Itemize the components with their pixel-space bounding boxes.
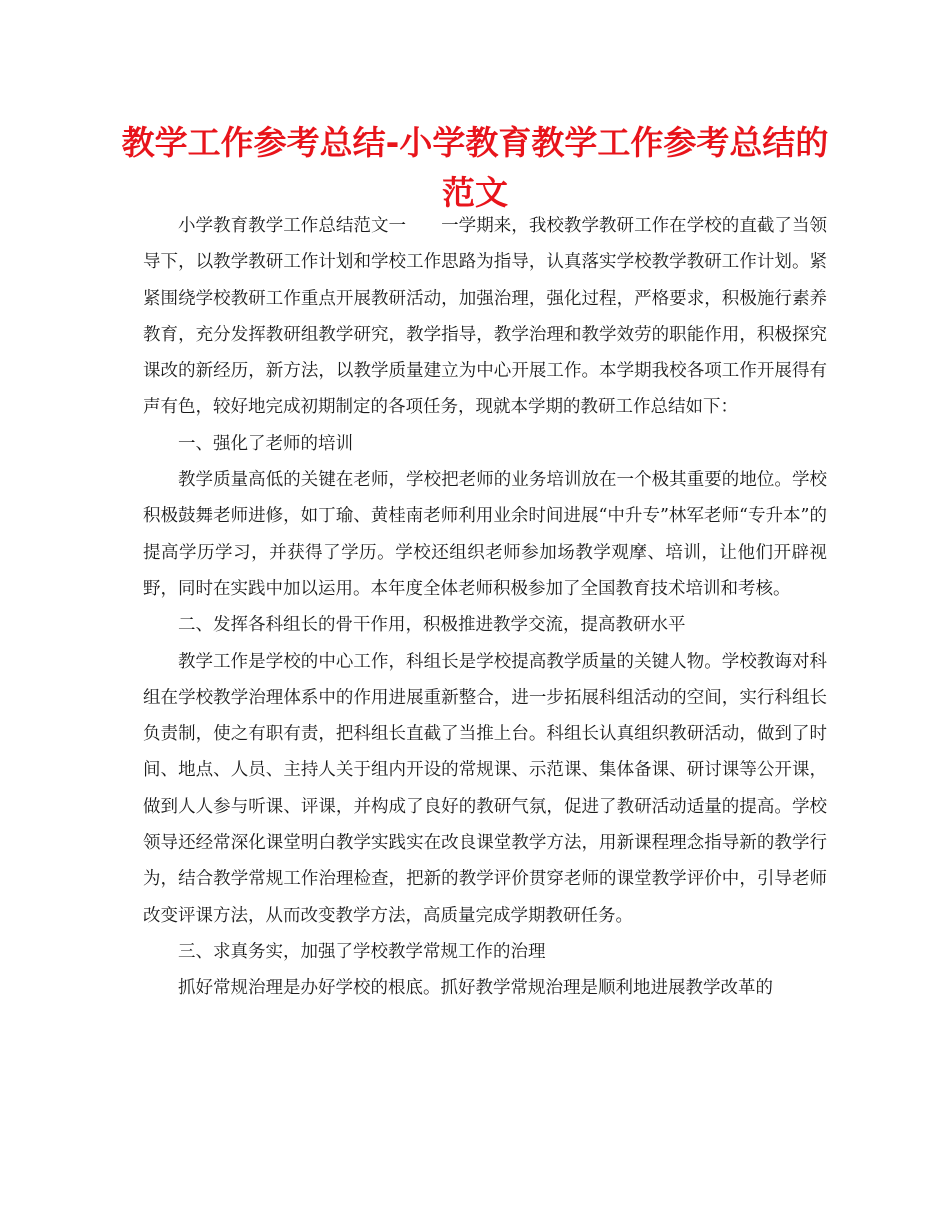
section-heading-2: 二、发挥各科组长的骨干作用，积极推进教学交流，提高教研水平	[178, 615, 686, 636]
document-title: 教学工作参考总结-小学教育教学工作参考总结的范文	[121, 123, 829, 212]
section-heading-3: 三、求真务实，加强了学校教学常规工作的治理	[178, 941, 546, 962]
intro-paragraph: 小学教育教学工作总结范文一 一学期来，我校教学教研工作在学校的直截了当领导下，以教学教研工作计划和学校工作思路为指导，认真落实学校教学教研工作计划。紧紧围绕学校教研工作重点开展教研活动，加强治理，强化过程，严格要求，积极施行素养教育，充分发挥教研组教学研究，教学指导，教学治理和教学效劳的职能作用，积极探究课改的新经历，新方法，以教学质量建立为中心开展工作。本学期我校各项工作开展得有声有色，较好地完成初期制定的各项任务，现就本学期的教研工作总结如下：	[143, 216, 827, 418]
section-3-paragraph: 抓好常规治理是办好学校的根底。抓好教学常规治理是顺利地进展教学改革的	[178, 978, 773, 999]
section-2-paragraph: 教学工作是学校的中心工作，科组长是学校提高教学质量的关键人物。学校教诲对科组在学校教学治理体系中的作用进展重新整合，进一步拓展科组活动的空间，实行科组长负责制，使之有职有责，把科组长直截了当推上台。科组长认真组织教研活动，做到了时间、地点、人员、主持人关于组内开设的常规课、示范课、集体备课、研讨课等公开课，做到人人参与听课、评课，并构成了良好的教研气氛，促进了教研活动适量的提高。学校领导还经常深化课堂明白教学实践实在改良课堂教学方法，用新课程理念指导新的教学行为，结合教学常规工作治理检查，把新的教学评价贯穿老师的课堂教学评价中，引导老师改变评课方法，从而改变教学方法，高质量完成学期教研任务。	[143, 651, 827, 926]
document-body	[143, 208, 827, 1007]
section-heading-1: 一、强化了老师的培训	[178, 433, 353, 454]
section-1-paragraph: 教学质量高低的关键在老师，学校把老师的业务培训放在一个极其重要的地位。学校积极鼓舞老师进修，如丁瑜、黄桂南老师利用业余时间进展“中升专”林军老师“专升本”的提高学历学习，并获得了学历。学校还组织老师参加场教学观摩、培训，让他们开辟视野，同时在实践中加以运用。本年度全体老师积极参加了全国教育技术培训和考核。	[143, 470, 827, 599]
